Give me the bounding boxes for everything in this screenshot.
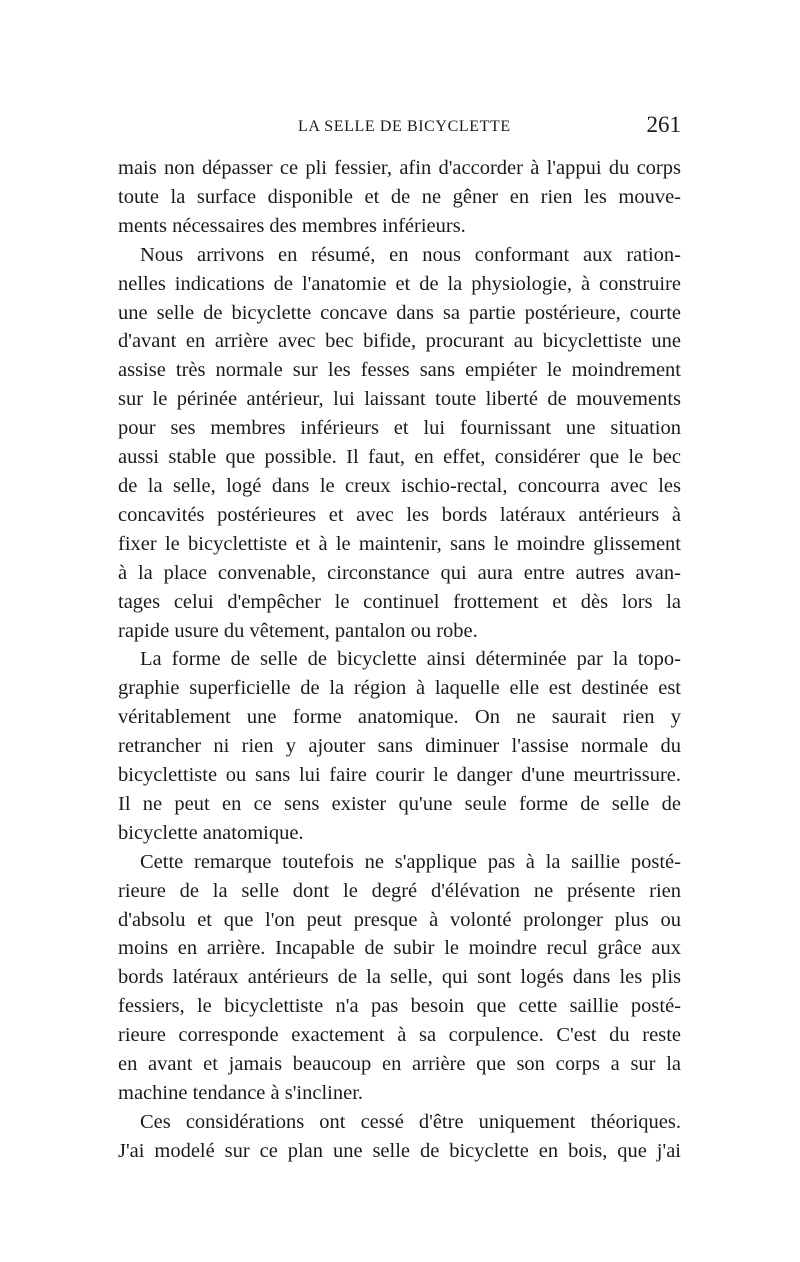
text-line: une selle de bicyclette concave dans sa partie postérieure, courte (118, 301, 681, 324)
paragraph-1 (118, 154, 681, 241)
text-line: machine tendance à s'incliner. (118, 1082, 364, 1104)
text-line: assise très normale sur les fesses sans empiéter le moindrement (118, 359, 681, 382)
text-line: rieure de la selle dont le degré d'élévation ne présente rien (118, 879, 681, 902)
text-line: véritablement une forme anatomique. On ne saurait rien y (118, 706, 681, 729)
text-line: rieure corresponde exactement à sa corpulence. C'est du reste (118, 1024, 681, 1047)
text-line: tages celui d'empêcher le continuel frottement et dès lors la (118, 590, 681, 613)
text-line: rapide usure du vêtement, pantalon ou robe. (118, 619, 478, 642)
text-line: d'absolu et que l'on peut presque à volonté prolonger plus ou (118, 908, 681, 931)
book-page (118, 108, 681, 1166)
text-line: moins en arrière. Incapable de subir le moindre recul grâce aux (118, 937, 681, 960)
text-line: toute la surface disponible et de ne gêner en rien les mouve- (118, 185, 681, 208)
text-line: pour ses membres inférieurs et lui fournissant une situation (118, 417, 681, 440)
text-line: de la selle, logé dans le creux ischio-rectal, concourra avec les (118, 474, 681, 497)
text-line: sur le périnée antérieur, lui laissant toute liberté de mouvements (118, 388, 681, 411)
text-line: en avant et jamais beaucoup en arrière que son corps a sur la (118, 1053, 681, 1076)
text-line: à la place convenable, circonstance qui aura entre autres avan- (118, 561, 681, 584)
text-line: concavités postérieures et avec les bords latéraux antérieurs à (118, 503, 681, 526)
text-line: J'ai modelé sur ce plan une selle de bicyclette en bois, que j'ai (118, 1139, 681, 1162)
text-line: bords latéraux antérieurs de la selle, qui sont logés dans les plis (118, 966, 681, 989)
paragraph-5 (118, 1108, 681, 1166)
text-line: fessiers, le bicyclettiste n'a pas besoin que cette saillie posté- (118, 995, 681, 1018)
body-text (118, 154, 681, 1166)
text-line: Ces considérations ont cessé d'être uniquement théoriques. (140, 1110, 681, 1133)
text-line: Cette remarque toutefois ne s'applique pas à la saillie posté- (140, 850, 681, 873)
text-line: Il ne peut en ce sens exister qu'une seule forme de selle de (118, 792, 681, 815)
page-number: 261 (646, 112, 681, 137)
text-line: bicyclette anatomique. (118, 821, 304, 844)
text-line: La forme de selle de bicyclette ainsi déterminée par la topo- (140, 648, 681, 671)
text-line: retrancher ni rien y ajouter sans diminuer l'assise normale du (118, 735, 681, 758)
text-line: graphie superficielle de la région à laquelle elle est destinée est (118, 677, 681, 700)
text-line: fixer le bicyclettiste et à le maintenir, sans le moindre glissement (118, 532, 681, 555)
paragraph-3 (118, 645, 681, 847)
text-line: d'avant en arrière avec bec bifide, procurant au bicyclettiste une (118, 330, 681, 353)
text-line: nelles indications de l'anatomie et de la physiologie, à construire (118, 272, 681, 295)
paragraph-4 (118, 848, 681, 1108)
paragraph-2 (118, 241, 681, 646)
text-line: ments nécessaires des membres inférieurs. (118, 214, 466, 237)
text-line: aussi stable que possible. Il faut, en effet, considérer que le bec (118, 446, 681, 469)
page-header (118, 108, 681, 144)
text-line: mais non dépasser ce pli fessier, afin d'accorder à l'appui du corps (118, 157, 681, 179)
text-line: Nous arrivons en résumé, en nous conformant aux ration- (140, 243, 681, 266)
running-title: LA SELLE DE BICYCLETTE (298, 118, 511, 135)
text-line: bicyclettiste ou sans lui faire courir le danger d'une meurtrissure. (118, 764, 681, 787)
